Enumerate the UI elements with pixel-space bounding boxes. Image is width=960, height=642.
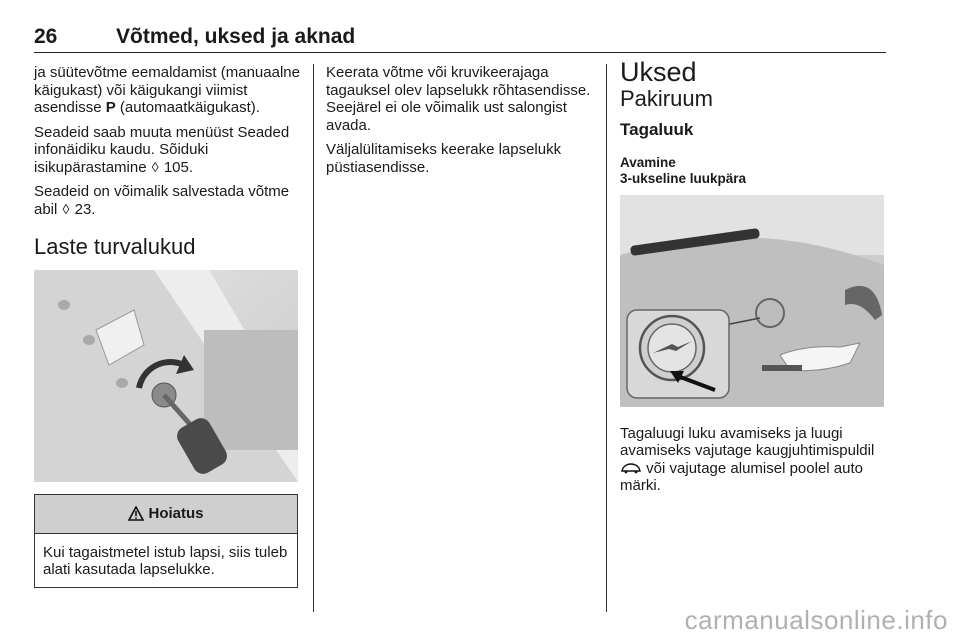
tailgate-illustration	[620, 195, 884, 407]
paragraph-text: Seadeid saab muuta menüüst Seaded infonäidiku kaudu. Sõiduki isikupärastamine	[34, 123, 290, 176]
paragraph: Keerata võtme või kruvikeerajaga tagauksel olev lapselukk rõhtasendisse. Seejärel ei ole võimalik ust salongist avada.	[326, 64, 591, 134]
cross-reference-icon: ◊	[151, 158, 159, 175]
paragraph	[34, 124, 302, 177]
column-right	[620, 57, 888, 502]
section-title: Laste turvalukud	[34, 234, 196, 259]
paragraph	[620, 425, 888, 495]
warning-title: Hoiatus	[148, 504, 204, 522]
paragraph-text: Tagaluugi luku avamiseks ja luugi avamiseks vajutage kaugjuhtimispuldil	[620, 424, 875, 459]
cross-reference-icon: ◊	[62, 200, 70, 217]
paragraph-text: või vajutage alumisel poolel auto märki.	[620, 459, 863, 494]
column-middle	[326, 64, 594, 183]
paragraph	[34, 183, 302, 218]
column-divider	[606, 64, 607, 612]
warning-text: Kui tagaistmetel istub lapsi, siis tuleb alati kasutada lapselukke.	[43, 543, 288, 578]
page-reference-link[interactable]: 105.	[163, 158, 194, 176]
subsection-heading: Tagaluuk	[620, 120, 694, 139]
page-header	[34, 22, 886, 53]
section-heading: Pakiruum	[620, 85, 713, 111]
column-left	[34, 64, 302, 588]
paragraph	[34, 64, 302, 117]
child-lock-illustration	[34, 270, 298, 482]
variant-heading: 3-ukseline luukpära	[620, 170, 747, 186]
warning-box	[34, 494, 298, 588]
warning-header	[35, 495, 297, 534]
car-unlock-button-icon	[620, 462, 642, 474]
warning-triangle-icon	[128, 506, 144, 521]
topic-heading: Avamine	[620, 154, 676, 170]
chapter-heading: Uksed	[620, 57, 697, 87]
gear-position-label: P	[105, 99, 116, 116]
page-number: 26	[34, 25, 58, 48]
paragraph-text: ja süütevõtme eemaldamist (manuaalne käigukast) või käigukangi viimist asendisse	[34, 64, 300, 116]
paragraph-text: Seadeid on võimalik salvestada võtme abil	[34, 183, 290, 218]
paragraph-text: (automaatkäigukast).	[119, 99, 260, 116]
page-reference-link[interactable]: 23.	[74, 200, 96, 218]
running-title: Võtmed, uksed ja aknad	[116, 25, 356, 48]
watermark: carmanualsonline.info	[684, 605, 948, 635]
column-divider	[313, 64, 314, 612]
paragraph: Väljalülitamiseks keerake lapselukk püstiasendisse.	[326, 141, 562, 176]
